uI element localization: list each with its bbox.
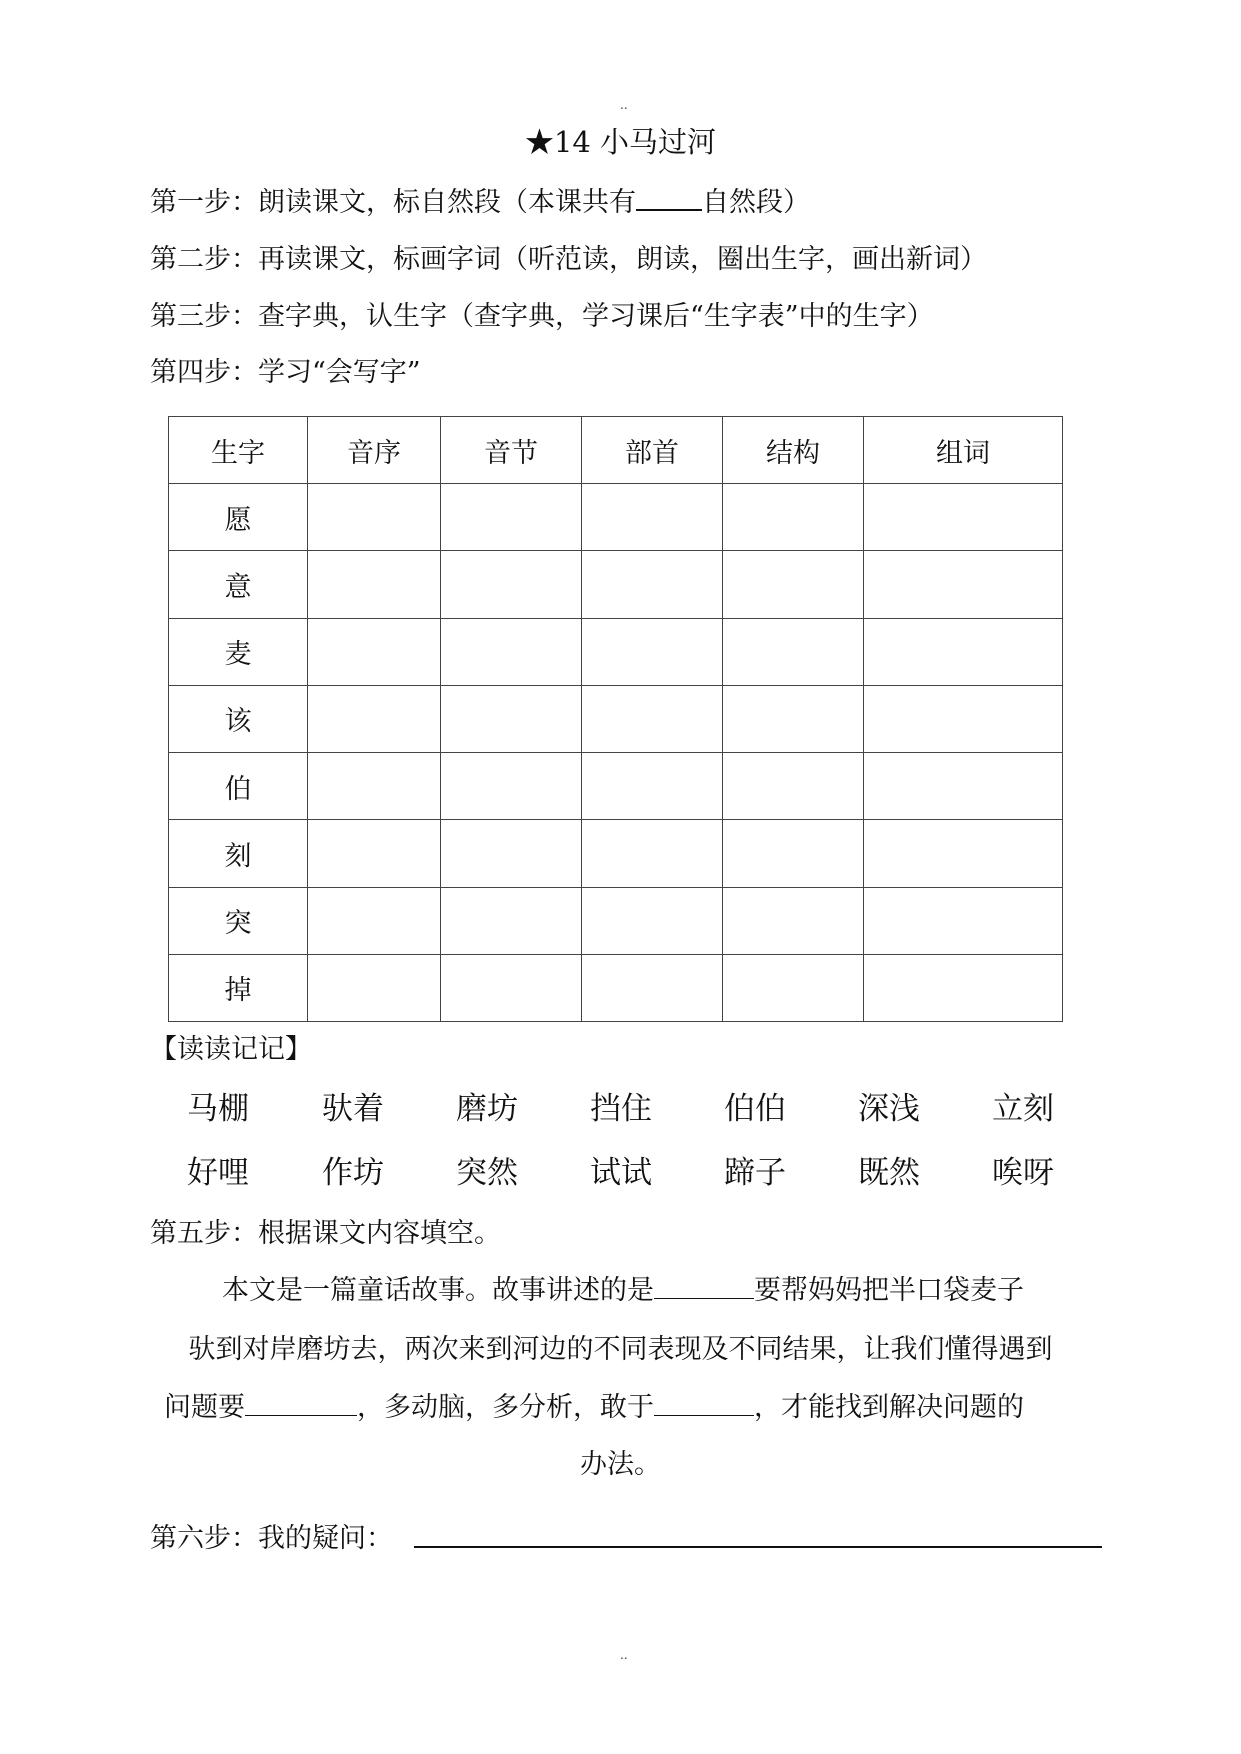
input-cell[interactable] [441,484,582,551]
input-cell[interactable] [723,820,864,887]
input-cell[interactable] [864,887,1063,954]
input-cell[interactable] [441,753,582,820]
table-row [169,954,1063,1021]
words-row-1 [180,1083,1080,1127]
words-row-2 [180,1147,1080,1191]
input-cell[interactable] [864,484,1063,551]
header-words: 组词 [864,417,1063,484]
input-cell[interactable] [864,551,1063,618]
input-cell[interactable] [582,753,723,820]
input-cell[interactable] [864,753,1063,820]
table-header-row [169,417,1063,484]
para-text: 要帮妈妈把半口袋麦子 [754,1275,1024,1306]
word-item: 好哩 [187,1155,249,1191]
header-char: 生字 [169,417,308,484]
step-1-text: 第一步：朗读课文，标自然段（本课共有 [150,187,636,218]
input-cell[interactable] [582,685,723,752]
para-line-2: 驮到对岸磨坊去，两次来到河边的不同表现及不同结果，让我们懂得遇到 [188,1334,1053,1365]
para-text: 本文是一篇童话故事。故事讲述的是 [222,1275,654,1306]
input-cell[interactable] [582,887,723,954]
header-structure: 结构 [723,417,864,484]
input-cell[interactable] [441,551,582,618]
input-cell[interactable] [308,820,441,887]
input-cell[interactable] [582,820,723,887]
footer-dots: .. [620,1648,628,1662]
table-row [169,887,1063,954]
step-1-suffix: 自然段） [702,187,810,218]
word-item: 既然 [858,1155,920,1191]
characters-table [168,416,1063,1022]
input-cell[interactable] [441,954,582,1021]
input-cell[interactable] [723,753,864,820]
word-item: 唉呀 [992,1155,1054,1191]
question-answer-line[interactable] [414,1546,1102,1548]
word-item: 突然 [456,1155,518,1191]
story-subject-blank[interactable] [654,1274,754,1299]
input-cell[interactable] [723,551,864,618]
char-cell: 愿 [169,484,308,551]
header-dots: .. [620,98,628,112]
input-cell[interactable] [864,618,1063,685]
input-cell[interactable] [308,685,441,752]
word-item: 试试 [590,1155,652,1191]
word-item: 立刻 [992,1091,1054,1127]
input-cell[interactable] [864,685,1063,752]
table-row [169,484,1063,551]
input-cell[interactable] [723,887,864,954]
input-cell[interactable] [308,753,441,820]
input-cell[interactable] [582,484,723,551]
step-6: 第六步：我的疑问： [150,1523,393,1554]
char-cell: 刻 [169,820,308,887]
input-cell[interactable] [308,887,441,954]
header-radical: 部首 [582,417,723,484]
input-cell[interactable] [723,685,864,752]
word-item: 磨坊 [456,1091,518,1127]
input-cell[interactable] [308,954,441,1021]
input-cell[interactable] [864,954,1063,1021]
table-row [169,685,1063,752]
para-text: ，多动脑，多分析，敢于 [357,1392,654,1423]
word-item: 伯伯 [724,1091,786,1127]
para-line-4: 办法。 [580,1449,661,1480]
lesson-title: ★14 小马过河 [524,125,717,159]
table-row [169,551,1063,618]
para-text: 问题要 [164,1392,245,1423]
input-cell[interactable] [582,618,723,685]
char-cell: 该 [169,685,308,752]
char-cell: 突 [169,887,308,954]
word-item: 蹄子 [724,1155,786,1191]
table-row [169,618,1063,685]
table-row [169,753,1063,820]
input-cell[interactable] [723,484,864,551]
word-item: 驮着 [322,1091,384,1127]
table-row [169,820,1063,887]
dare-blank[interactable] [654,1391,754,1416]
input-cell[interactable] [723,618,864,685]
input-cell[interactable] [441,618,582,685]
header-syllable: 音节 [441,417,582,484]
word-item: 深浅 [858,1091,920,1127]
step-3: 第三步：查字典，认生字（查字典，学习课后“生字表”中的生字） [150,301,934,332]
read-heading: 【读读记记】 [150,1034,312,1065]
input-cell[interactable] [582,551,723,618]
attitude-blank[interactable] [245,1391,357,1416]
input-cell[interactable] [864,820,1063,887]
word-item: 作坊 [322,1155,384,1191]
word-item: 马棚 [187,1091,249,1127]
char-cell: 麦 [169,618,308,685]
char-cell: 掉 [169,954,308,1021]
step-1 [150,180,810,219]
header-initial: 音序 [308,417,441,484]
char-cell: 意 [169,551,308,618]
char-cell: 伯 [169,753,308,820]
para-line-1 [222,1268,1024,1307]
paragraph-count-blank[interactable] [636,183,702,211]
input-cell[interactable] [441,685,582,752]
input-cell[interactable] [441,887,582,954]
para-text: ，才能找到解决问题的 [754,1392,1024,1423]
step-2: 第二步：再读课文，标画字词（听范读，朗读，圈出生字，画出新词） [150,244,987,275]
step-5: 第五步：根据课文内容填空。 [150,1218,501,1249]
input-cell[interactable] [441,820,582,887]
para-line-3 [164,1385,1024,1424]
input-cell[interactable] [723,954,864,1021]
input-cell[interactable] [308,484,441,551]
step-4: 第四步：学习“会写字” [150,357,421,388]
word-item: 挡住 [590,1091,652,1127]
input-cell[interactable] [582,954,723,1021]
input-cell[interactable] [308,618,441,685]
input-cell[interactable] [308,551,441,618]
